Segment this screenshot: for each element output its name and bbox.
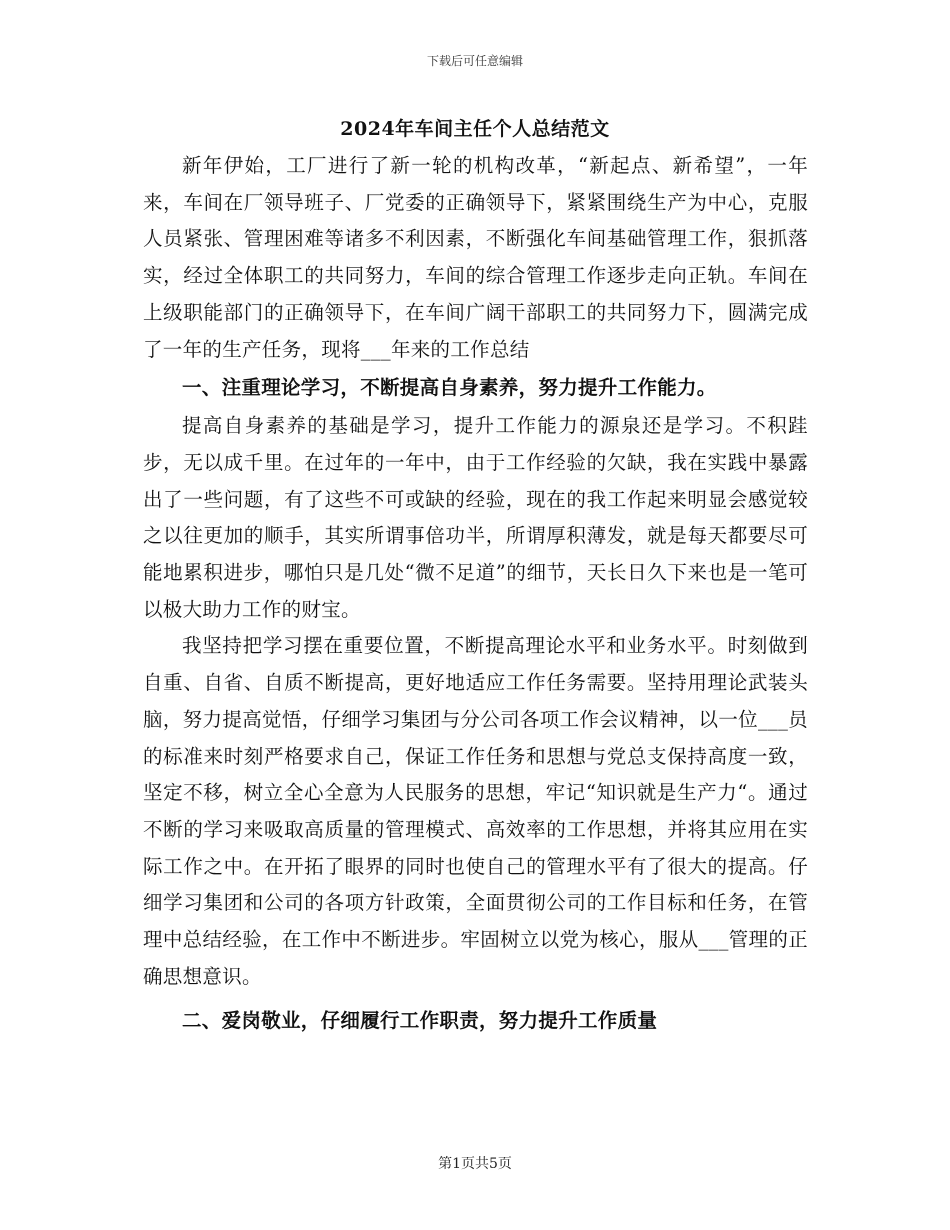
page-number-footer: 第1页共5页 [438, 1156, 512, 1172]
intro-paragraph: 新年伊始，工厂进行了新一轮的机构改革，“新起点、新希望”，一年来，车间在厂领导班子、厂党委的正确领导下，紧紧围绕生产为中心，克服人员紧张、管理困难等诸多不利因素，不断强化车间基础管理工作，狠抓落实，经过全体职工的共同努力，车间的综合管理工作逐步走向正轨。车间在上级职能部门的正确领导下，在车间广阔干部职工的共同努力下，圆满完成了一年的生产任务，现将___年来的工作总结 [143, 154, 808, 361]
section-heading-2: 二、爱岗敬业，仔细履行工作职责，努力提升工作质量 [182, 1009, 658, 1033]
header-note: 下载后可任意编辑 [426, 54, 523, 68]
section-1-paragraph-1: 提高自身素养的基础是学习，提升工作能力的源泉还是学习。不积跬步，无以成千里。在过年的一年中，由于工作经验的欠缺，我在实践中暴露出了一些问题，有了这些不可或缺的经验，现在的我工作起来明显会感觉较之以往更加的顺手，其实所谓事倍功半，所谓厚积薄发，就是每天都要尽可能地累积进步，哪怕只是几处“微不足道”的细节，天长日久下来也是一笔可以极大助力工作的财宝。 [143, 414, 808, 621]
section-1-paragraph-2: 我坚持把学习摆在重要位置，不断提高理论水平和业务水平。时刻做到自重、自省、自质不断提高，更好地适应工作任务需要。坚持用理论武装头脑，努力提高觉悟，仔细学习集团与分公司各项工作会议精神，以一位___员的标准来时刻严格要求自己，保证工作任务和思想与党总支保持高度一致，坚定不移，树立全心全意为人民服务的思想，牢记“知识就是生产力“。通过不断的学习来吸取高质量的管理模式、高效率的工作思想，并将其应用在实际工作之中。在开拓了眼界的同时也使自己的管理水平有了很大的提高。仔细学习集团和公司的各项方针政策，全面贯彻公司的工作目标和任务，在管理中总结经验，在工作中不断进步。牢固树立以党为核心，服从___管理的正确思想意识。 [143, 634, 808, 988]
section-heading-1: 一、注重理论学习，不断提高自身素养，努力提升工作能力。 [182, 376, 717, 400]
document-body [143, 148, 808, 1041]
document-title: 2024年车间主任个人总结范文 [340, 118, 610, 140]
